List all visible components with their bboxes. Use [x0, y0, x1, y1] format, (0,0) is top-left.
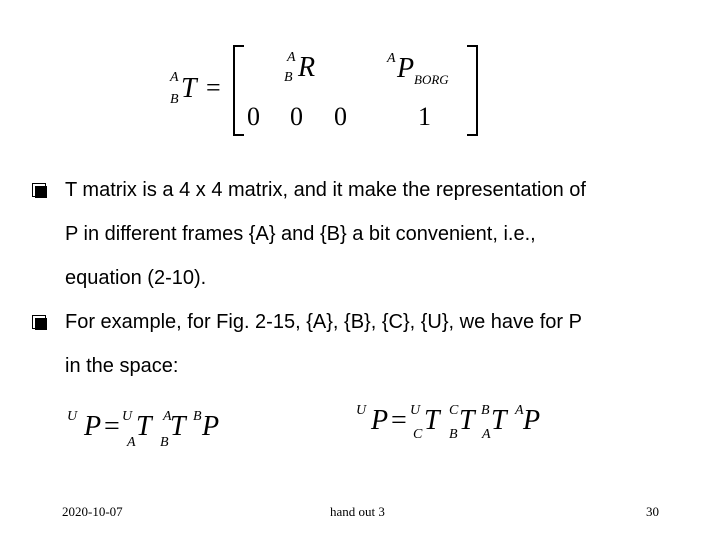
eq2-equals: =	[391, 405, 407, 436]
square-bullet-icon	[32, 183, 46, 197]
eq2-t1-symbol: T	[424, 405, 440, 436]
chain-equation-2	[0, 390, 720, 450]
square-bullet-icon	[32, 315, 46, 329]
matrix-bottom-0-2: 0	[290, 102, 303, 131]
matrix-bottom-0-1: 0	[247, 102, 260, 131]
eq1-t2-superscript: A	[163, 409, 172, 424]
lhs-subscript: B	[170, 92, 179, 107]
bullet-line: equation (2-10).	[65, 267, 207, 289]
eq1-lhs-symbol: P	[84, 411, 102, 442]
eq1-t1-subscript: A	[127, 435, 136, 450]
eq1-t2-subscript: B	[160, 435, 169, 450]
footer-page-number: 30	[646, 504, 659, 519]
matrix-bottom-1: 1	[418, 102, 431, 131]
rotation-subscript: B	[284, 70, 293, 85]
bullet-item	[32, 168, 702, 300]
eq1-t1-superscript: U	[122, 409, 133, 424]
eq1-t1-symbol: T	[136, 411, 152, 442]
rotation-superscript: A	[287, 50, 296, 65]
eq2-p-symbol: P	[523, 405, 541, 436]
footer-date: 2020-10-07	[62, 504, 123, 519]
rotation-symbol: R	[298, 52, 316, 83]
bullet-list	[32, 168, 702, 388]
bullet-line: For example, for Fig. 2-15, {A}, {B}, {C}, {U}, we have for P	[65, 311, 582, 333]
position-symbol: P	[397, 53, 415, 84]
eq2-p-superscript: A	[515, 403, 524, 418]
eq2-t2-symbol: T	[459, 405, 475, 436]
lhs-superscript: A	[170, 70, 179, 85]
position-subscript: BORG	[414, 72, 449, 87]
lhs-symbol: T	[181, 73, 197, 104]
right-bracket	[465, 45, 479, 137]
matrix-bottom-0-3: 0	[334, 102, 347, 131]
eq1-p-symbol: P	[202, 411, 220, 442]
equals-sign: =	[206, 73, 221, 102]
transform-matrix-equation	[0, 0, 720, 150]
bullet-line: T matrix is a 4 x 4 matrix, and it make the representation of	[65, 179, 586, 201]
eq2-t2-subscript: B	[449, 427, 458, 442]
left-bracket	[232, 45, 246, 137]
eq1-t2-symbol: T	[170, 411, 186, 442]
eq2-t2-superscript: C	[449, 403, 459, 418]
eq2-lhs-superscript: U	[356, 403, 367, 418]
eq2-t1-superscript: U	[410, 403, 421, 418]
bullet-item	[32, 300, 702, 388]
bullet-line: P in different frames {A} and {B} a bit convenient, i.e.,	[65, 223, 536, 245]
eq2-t3-superscript: B	[481, 403, 490, 418]
eq1-lhs-superscript: U	[67, 409, 78, 424]
position-superscript: A	[387, 51, 396, 66]
eq1-p-superscript: B	[193, 409, 202, 424]
bullet-line: in the space:	[65, 355, 179, 377]
eq2-t3-symbol: T	[491, 405, 507, 436]
eq2-t3-subscript: A	[482, 427, 491, 442]
eq2-lhs-symbol: P	[371, 405, 389, 436]
eq2-t1-subscript: C	[413, 427, 423, 442]
eq1-equals: =	[104, 411, 120, 442]
footer-center-text: hand out 3	[330, 504, 385, 519]
